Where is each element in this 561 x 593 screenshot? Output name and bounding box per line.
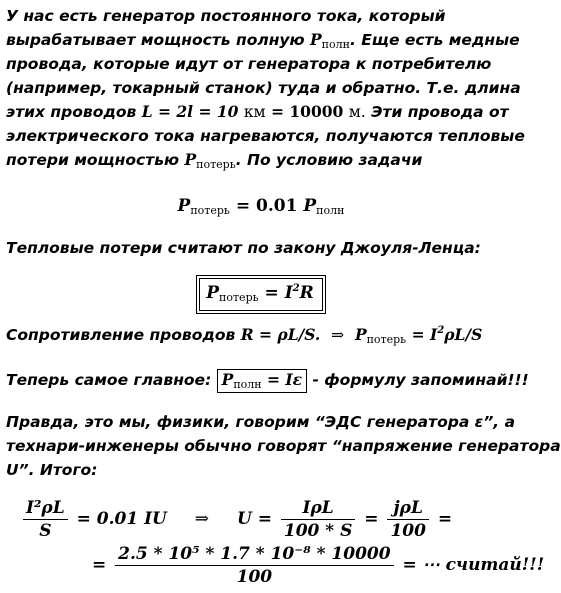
intro-text: (например, токарный станок) туда и обратно. Т.е. длина bbox=[6, 79, 521, 97]
intro-text: этих проводов bbox=[6, 103, 142, 121]
fraction-j: $\frac{\text{jρL}}{100}$ bbox=[387, 497, 429, 542]
unit-km: км bbox=[243, 103, 266, 121]
intro-line-1 bbox=[6, 4, 518, 28]
unit-m: м. bbox=[348, 103, 366, 121]
intro-line-6 bbox=[6, 124, 525, 148]
main-boxed-formula: Pполн = Iε bbox=[217, 369, 307, 393]
intro-text: У нас есть генератор постоянного тока, который bbox=[6, 7, 446, 25]
u-equals: U = bbox=[236, 509, 272, 529]
intro-line-5 bbox=[6, 100, 518, 124]
joule-lenz-text: Тепловые потери считают по закону Джоуля-Ленца: bbox=[6, 239, 481, 257]
fraction-lhs: $\frac{\text{I²ρL}}{S}$ bbox=[23, 497, 68, 542]
note-line-1: Правда, это мы, физики, говорим “ЭДС генератора ε”, а bbox=[6, 413, 516, 431]
intro-text: вырабатывает мощность полную bbox=[6, 31, 310, 49]
power-loss-formula: Pпотерь = $I^2\rho L/S$ bbox=[354, 325, 483, 346]
resistance-formula: R = ρL/S. bbox=[240, 325, 321, 344]
intro-text: потери мощностью bbox=[6, 151, 185, 169]
final-formula-row-2: = $\frac{\text{2.5 * 10⁵ * 1.7 * 10⁻⁸ * 10000}}{100}$ = ⋯ считай!!! bbox=[92, 544, 545, 587]
final-formula-row-1: $\frac{\text{I²ρL}}{S}$ = 0.01 IU ⇒ U = $\frac{\text{IρL}}{100 * S}$ = $\frac{\text{jρL}}{100}$ = bbox=[20, 497, 452, 542]
intro-line-4 bbox=[6, 76, 521, 100]
p-poter-symbol: Pпотерь bbox=[184, 150, 236, 171]
intro-text: провода, которые идут от генератора к потребителю bbox=[6, 55, 492, 73]
lhs-equality: = 0.01 IU bbox=[76, 509, 167, 529]
intro-text: Эти провода от bbox=[365, 103, 509, 121]
main-formula-line: Теперь самое главное: Pполн = Iε - формулу запоминай!!! bbox=[6, 370, 529, 391]
p-poln-symbol: Pполн bbox=[310, 30, 350, 51]
intro-text: . Еще есть медные bbox=[349, 31, 520, 49]
intro-line-2 bbox=[6, 28, 518, 54]
implies-arrow: ⇒ bbox=[194, 509, 210, 529]
note-line-3: U”. Итого: bbox=[6, 461, 98, 479]
length-formula: L = 2l = 10 bbox=[141, 102, 239, 121]
implies-arrow: ⇒ bbox=[331, 326, 345, 344]
result-text: = ⋯ считай!!! bbox=[402, 555, 545, 575]
boxed-formula: Pпотерь = $I^2R$ bbox=[199, 278, 323, 311]
intro-line-7 bbox=[6, 148, 518, 174]
intro-text: . По условию задачи bbox=[235, 151, 423, 169]
fraction-numeric: $\frac{\text{2.5 * 10⁵ * 1.7 * 10⁻⁸ * 10000}}{100}$ bbox=[115, 543, 393, 588]
intro-text: электрического тока нагреваются, получаются тепловые bbox=[6, 127, 525, 145]
note-line-2: технари-инженеры обычно говорят “напряжение генератора bbox=[6, 437, 561, 455]
loss-ratio-formula: Pпотерь = 0.01 Pполн bbox=[177, 196, 345, 217]
intro-line-3 bbox=[6, 52, 518, 76]
joule-lenz-formula bbox=[0, 278, 522, 311]
resistance-line: Сопротивление проводов R = ρL/S. ⇒ Pпотерь = $I^2\rho L/S$ bbox=[6, 325, 483, 346]
length-value: = 10000 bbox=[270, 102, 344, 121]
fraction-u: $\frac{\text{IρL}}{100 * S}$ bbox=[281, 497, 356, 542]
